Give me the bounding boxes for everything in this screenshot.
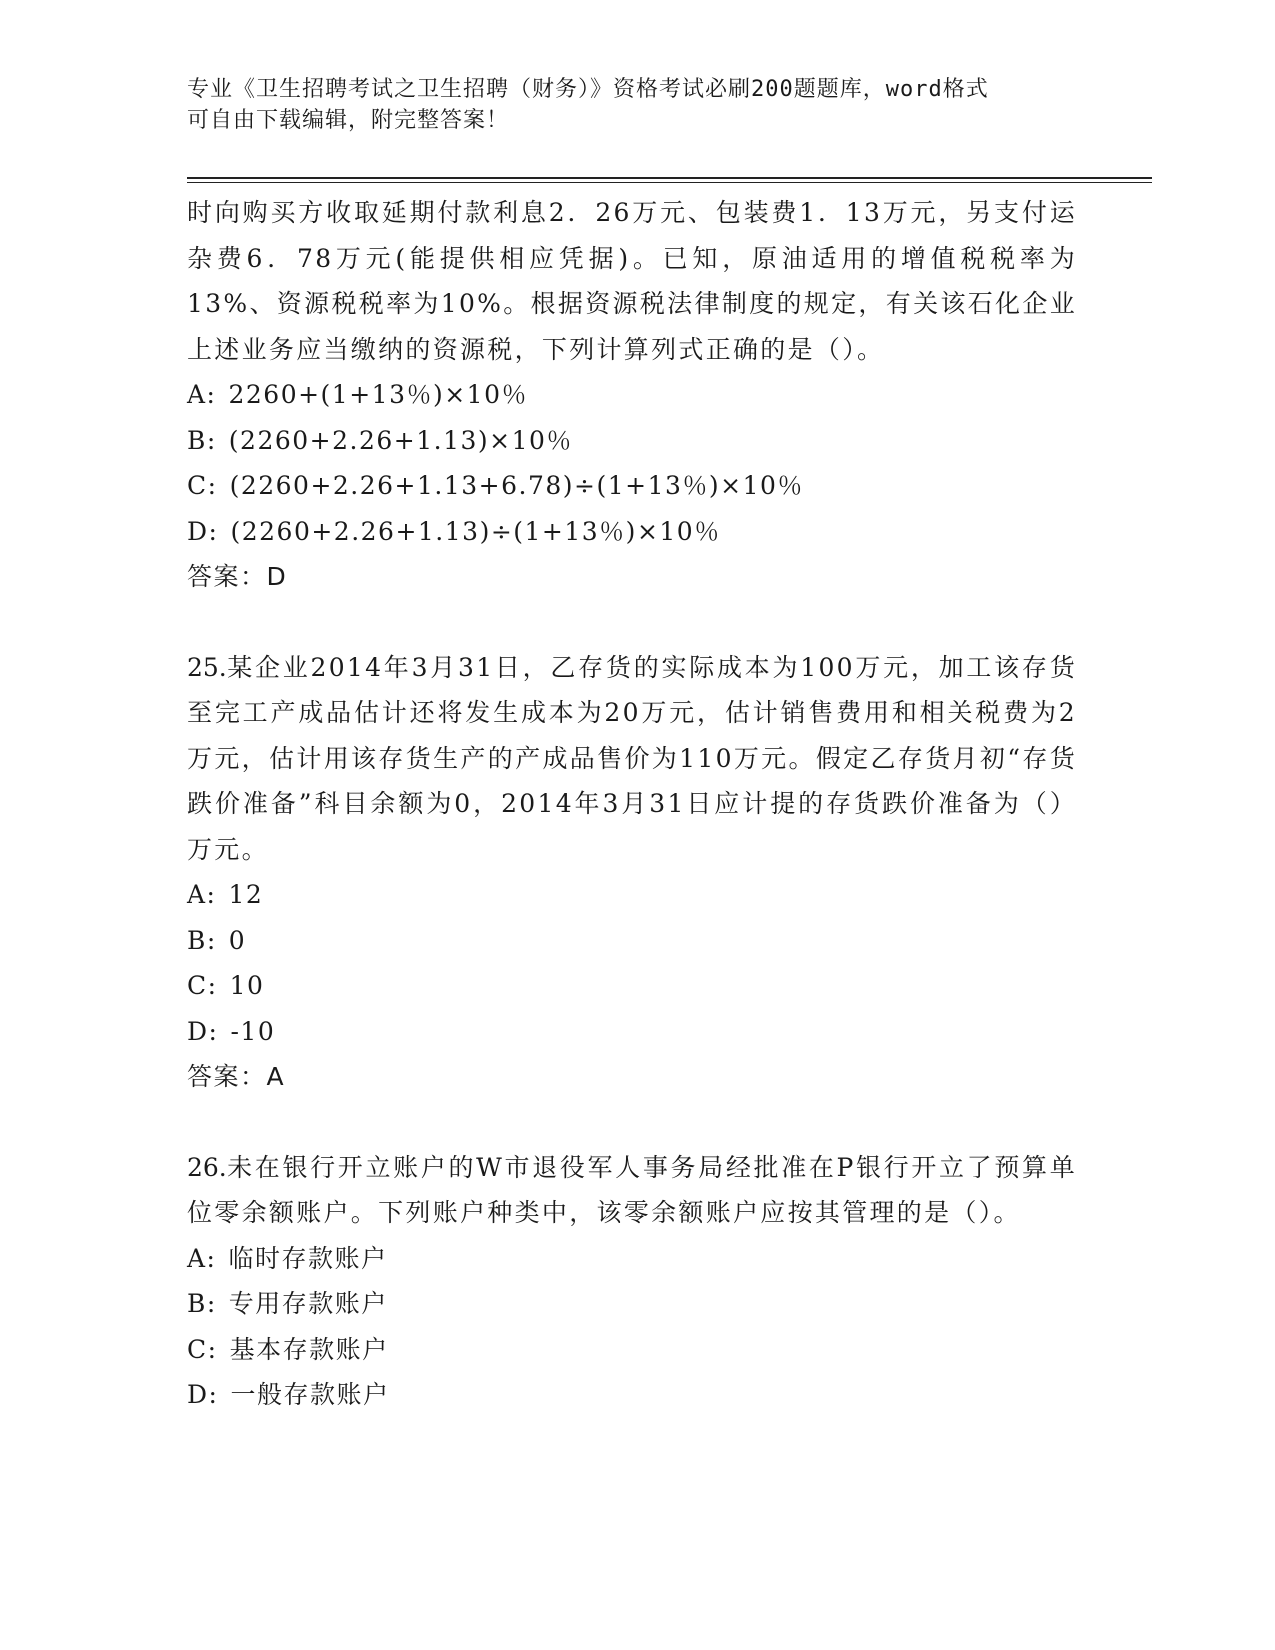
header-divider-thick (187, 177, 1152, 179)
question-block (187, 1145, 1077, 1418)
option-a: A: 12 (187, 880, 264, 909)
question-block (187, 645, 1077, 1100)
option-b: B: (2260+2.26+1.13)×10％ (187, 425, 573, 455)
question-stem: 25.某企业2014年3月31日，乙存货的实际成本为100万元，加工该存货至完工产成品估计还将发生成本为20万元，估计销售费用和相关税费为2万元，估计用该存货生产的产成品售价为110万元。假定乙存货月初“存货跌价准备”科目余额为0，2014年3月31日应计提的存货跌价准备为（）万元。 (187, 652, 1077, 864)
option-c: C: 基本存款账户 (187, 1334, 389, 1364)
header-title-line-2: 可自由下载编辑，附完整答案！ (187, 108, 510, 133)
page-header (187, 74, 1087, 136)
question-spacer (187, 1100, 1077, 1145)
option-a: A: 临时存款账户 (187, 1243, 388, 1273)
question-number: 25. (187, 652, 227, 682)
option-a: A: 2260+(1+13％)×10％ (187, 380, 528, 409)
option-c: C: 10 (187, 971, 265, 1000)
question-stem: 26.未在银行开立账户的W市退役军人事务局经批准在P银行开立了预算单位零余额账户。下列账户种类中，该零余额账户应按其管理的是（）。 (187, 1152, 1077, 1227)
option-d: D: 一般存款账户 (187, 1380, 390, 1409)
question-number: 26. (187, 1152, 227, 1182)
header-divider-thin (187, 182, 1152, 183)
option-b: B: 0 (187, 925, 247, 955)
option-d: D: (2260+2.26+1.13)÷(1+13％)×10％ (187, 516, 721, 546)
option-c: C: (2260+2.26+1.13+6.78)÷(1+13％)×10％ (187, 471, 804, 500)
answer-line: 答案：A (187, 1062, 286, 1091)
header-title-line-1: 专业《卫生招聘考试之卫生招聘（财务）》资格考试必刷200题题库，word格式 (187, 77, 989, 102)
question-spacer (187, 600, 1077, 645)
option-b: B: 专用存款账户 (187, 1289, 388, 1318)
answer-line: 答案：D (187, 562, 288, 591)
document-body (187, 190, 1077, 1418)
question-stem: 时向购买方收取延期付款利息2．26万元、包装费1．13万元，另支付运杂费6．78万元(能提供相应凭据)。已知，原油适用的增值税税率为13%、资源税税率为10%。根据资源税法律制度的规定，有关该石化企业上述业务应当缴纳的资源税，下列计算列式正确的是（）。 (187, 198, 1077, 364)
option-d: D: -10 (187, 1016, 276, 1046)
question-block (187, 190, 1077, 600)
